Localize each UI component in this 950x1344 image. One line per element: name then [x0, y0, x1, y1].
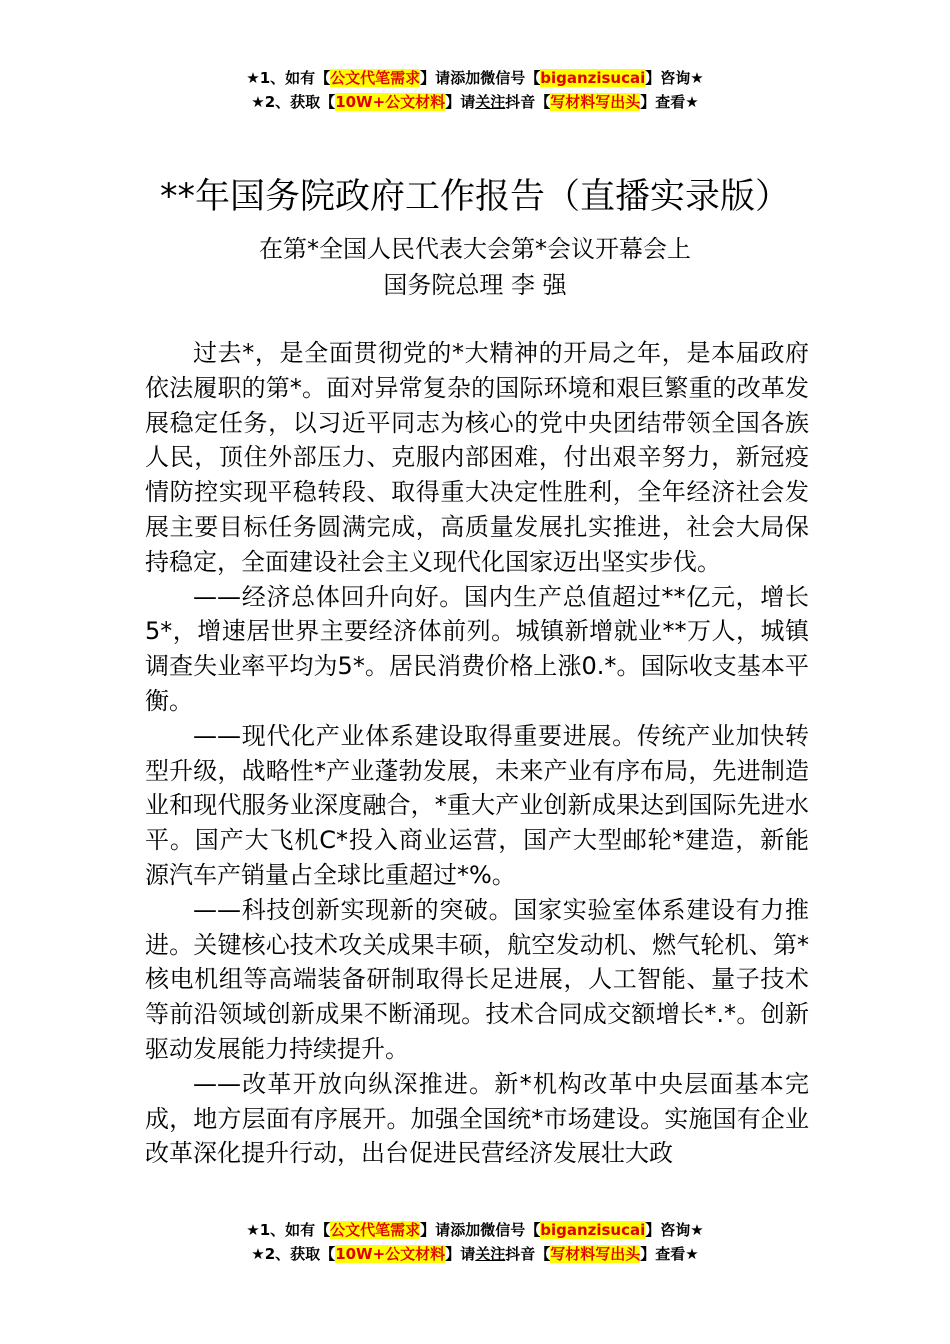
promo-highlight-writing-service: 公文代笔需求: [330, 1221, 421, 1239]
promo-highlight-douyin-account: 写材料写出头: [550, 1245, 641, 1263]
paragraph: 过去*，是全面贯彻党的*大精神的开局之年，是本届政府依法履职的第*。面对异常复杂的国际环境和艰巨繁重的改革发展稳定任务，以习近平同志为核心的党中央团结带领全国各族人民，顶住外部压力、克服内部困难，付出艰辛努力，新冠疫情防控实现平稳转段、取得重大决定性胜利，全年经济社会发展主要目标任务圆满完成，高质量发展扎实推进，社会大局保持稳定，全面建设社会主义现代化国家迈出坚实步伐。: [145, 339, 809, 576]
promo-text: 】请: [420, 1221, 451, 1239]
promo-line-2: [0, 1242, 950, 1266]
promo-header: [0, 66, 950, 114]
promo-text: ★2、获取【: [251, 93, 336, 111]
promo-line-1: [0, 1218, 950, 1242]
promo-highlight-wechat-id: biganzisucai: [540, 1221, 646, 1239]
promo-text: 微信号【: [480, 69, 541, 87]
document-subtitle-speaker: 国务院总理 李 强: [383, 271, 567, 299]
promo-text: 】查看★: [640, 1245, 699, 1263]
promo-text: ★2、获取【: [251, 1245, 336, 1263]
promo-text: 】查看★: [640, 93, 699, 111]
paragraph: ——现代化产业体系建设取得重要进展。传统产业加快转型升级，战略性*产业蓬勃发展，未来产业有序布局，先进制造业和现代服务业深度融合，*重大产业创新成果达到国际先进水平。国产大飞机C*投入商业运营，国产大型邮轮*建造，新能源汽车产销量占全球比重超过*%。: [145, 721, 809, 889]
promo-highlight-wechat-id: biganzisucai: [540, 69, 646, 87]
promo-highlight-materials: 10W+公文材料: [335, 93, 446, 111]
promo-highlight-writing-service: 公文代笔需求: [330, 69, 421, 87]
promo-highlight-materials: 10W+公文材料: [335, 1245, 446, 1263]
promo-text: 抖音【: [505, 1245, 551, 1263]
paragraph: ——科技创新实现新的突破。国家实验室体系建设有力推进。关键核心技术攻关成果丰硕，航空发动机、燃气轮机、第*核电机组等高端装备研制取得长足进展，人工智能、量子技术等前沿领域创新成果不断涌现。技术合同成交额增长*.*。创新驱动发展能力持续提升。: [145, 895, 809, 1063]
promo-text: 】请: [420, 69, 451, 87]
promo-text: 】咨询★: [645, 69, 704, 87]
promo-text: 微信号【: [480, 1221, 541, 1239]
promo-text-add: 添加: [450, 69, 481, 87]
promo-line-2: [0, 90, 950, 114]
promo-footer: [0, 1218, 950, 1266]
promo-text-follow: 关注: [475, 93, 506, 111]
paragraph: ——经济总体回升向好。国内生产总值超过**亿元，增长5*，增速居世界主要经济体前列。城镇新增就业**万人，城镇调查失业率平均为5*。居民消费价格上涨0.*。国际收支基本平衡。: [145, 582, 809, 715]
promo-highlight-douyin-account: 写材料写出头: [550, 93, 641, 111]
promo-text-follow: 关注: [475, 1245, 506, 1263]
promo-text: 抖音【: [505, 93, 551, 111]
document-subtitle-occasion: 在第*全国人民代表大会第*会议开幕会上: [259, 235, 691, 263]
promo-line-1: [0, 66, 950, 90]
paragraph: ——改革开放向纵深推进。新*机构改革中央层面基本完成，地方层面有序展开。加强全国统*市场建设。实施国有企业改革深化提升行动，出台促进民营经济发展壮大政: [145, 1069, 809, 1168]
promo-text: ★1、如有【: [246, 1221, 331, 1239]
promo-text: 】咨询★: [645, 1221, 704, 1239]
document-body: [145, 336, 809, 1171]
document-title: **年国务院政府工作报告（直播实录版）: [159, 177, 790, 217]
promo-text: ★1、如有【: [246, 69, 331, 87]
promo-text: 】请: [445, 93, 476, 111]
promo-text-add: 添加: [450, 1221, 481, 1239]
promo-text: 】请: [445, 1245, 476, 1263]
